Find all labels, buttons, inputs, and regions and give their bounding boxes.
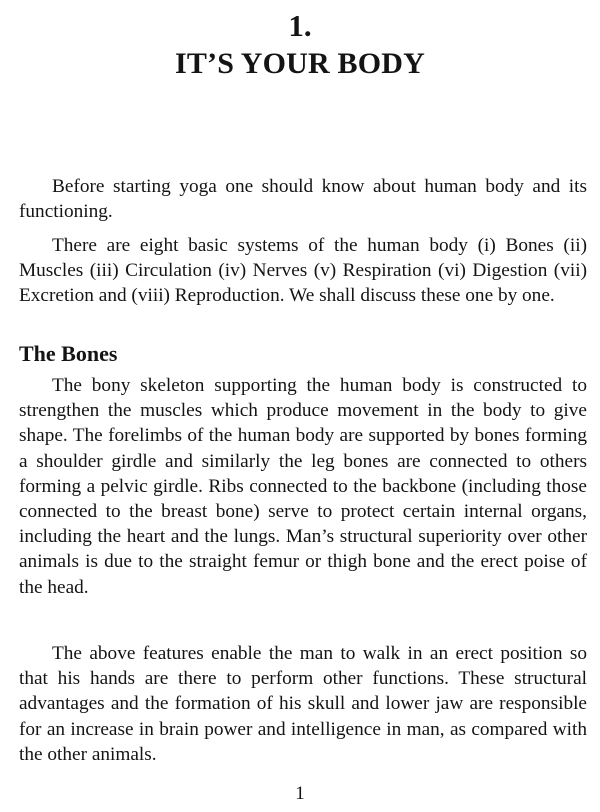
section-paragraph-1: The bony skeleton supporting the human body is constructed to strengthen the muscles which produce movement in the body to give shape. The forelimbs of the human body are supported by bones forming a shoulder girdle and similarly the leg bones are connected to others forming a pelvic girdle. Ribs connected to the backbone (including those connected to the breast bone) serve to protect certain internal organs, including the heart and the lungs. Man’s structural superiority over other animals is due to the straight femur or thigh bone and the erect poise of the head. bbox=[19, 375, 587, 598]
chapter-title: IT’S YOUR BODY bbox=[174, 47, 426, 80]
section-heading: The Bones bbox=[19, 341, 118, 366]
section-paragraph-2: The above features enable the man to walk in an erect position so that his hands are there to perform other functions. These structural advantages and the formation of his skull and lower jaw are responsible for an increase in brain power and intelligence in man, as compared with the other animals. bbox=[19, 643, 587, 765]
chapter-number: 1. bbox=[288, 8, 312, 43]
intro-paragraph-1: Before starting yoga one should know about human body and its functioning. bbox=[19, 176, 587, 223]
page-number: 1 bbox=[295, 783, 305, 804]
intro-paragraph-2: There are eight basic systems of the human body (i) Bones (ii) Muscles (iii) Circulation (iv) Nerves (v) Respiration (vi) Digestion (vii) Excretion and (viii) Reproduction. We shall discuss these one by one. bbox=[19, 235, 587, 307]
